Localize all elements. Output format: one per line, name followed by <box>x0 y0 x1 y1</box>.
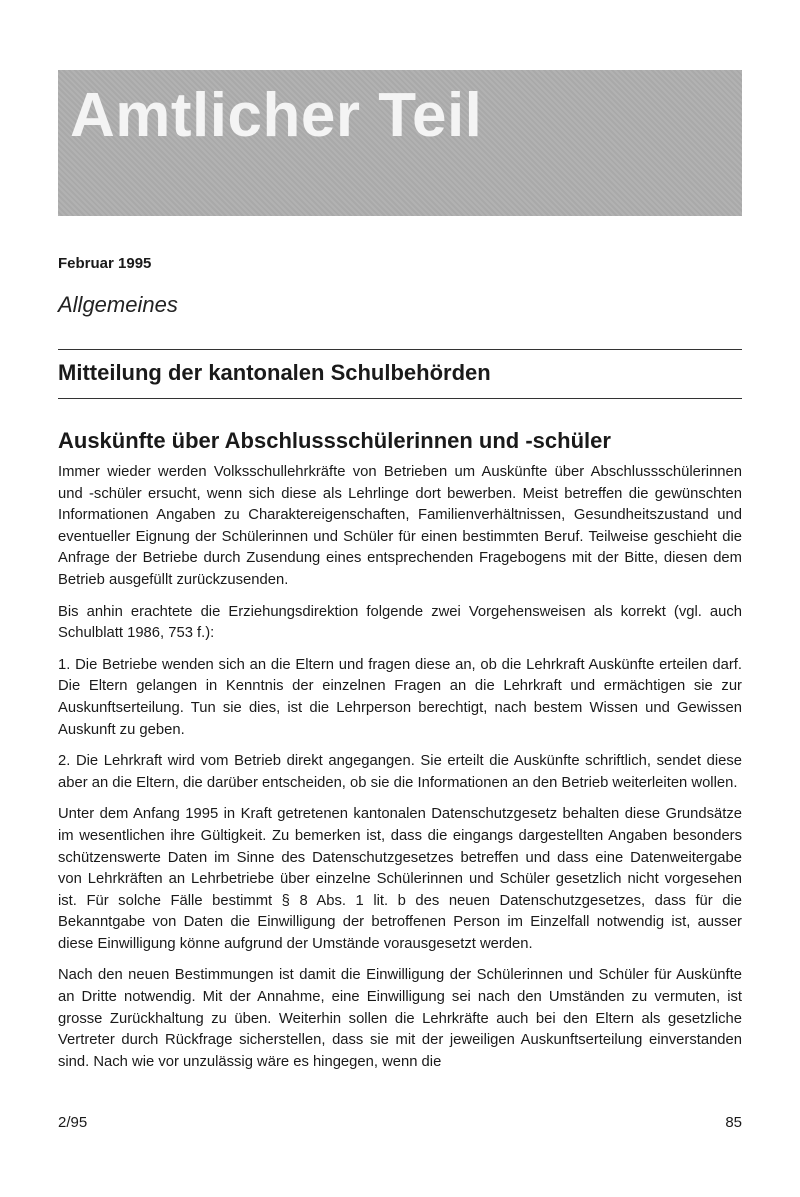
issue-number: 2/95 <box>58 1114 88 1131</box>
issue-date: Februar 1995 <box>58 255 152 272</box>
article-body <box>58 462 742 1083</box>
paragraph: Immer wieder werden Volksschullehrkräfte von Betrieben um Auskünfte über Abschlussschülerinnen und -schüler ersucht, wenn sich diese als Lehrlinge dort bewerben. Meist betreffen die gewünschten Informationen Angaben zu Charaktereigenschaften, Familienverhältnissen, Gesundheitszustand und eventueller Eignung der Schülerinnen und Schüler für einen bestimmten Beruf. Teilweise geschieht die Anfrage der Betriebe durch Zusendung eines entsprechenden Fragebogens mit der Bitte, diesen dem Betrieb ausgefüllt zurückzusenden. <box>58 464 742 588</box>
paragraph: Unter dem Anfang 1995 in Kraft getretenen kantonalen Datenschutzgesetz behalten diese Grundsätze im wesentlichen ihre Gültigkeit. Zu bemerken ist, dass die eingangs dargestellten Angaben besonders schützenswerte Daten im Sinne des Datenschutzgesetzes betreffen und dass eine Datenweitergabe von Lehrkräften an Lehrbetriebe über einzelne Schülerinnen und Schüler gesetzlich nicht vorgesehen ist. Für solche Fälle bestimmt § 8 Abs. 1 lit. b des neuen Datenschutzgesetzes, dass für die Bekanntgabe von Daten die Einwilligung der betroffenen Person im Einzelfall notwendig ist, ausser diese Einwilligung könne aufgrund der Umstände vorausgesetzt werden. <box>58 806 742 952</box>
bottom-divider <box>58 398 742 399</box>
section-label: Allgemeines <box>58 292 178 317</box>
page-number: 85 <box>725 1114 742 1131</box>
list-item: 2. Die Lehrkraft wird vom Betrieb direkt angegangen. Sie erteilt die Auskünfte schriftlich, sendet diese aber an die Eltern, die darüber entscheiden, ob sie die Informationen an den Betrieb weiterleiten wollen. <box>58 753 742 791</box>
banner-title: Amtlicher Teil <box>70 81 483 150</box>
article-title: Auskünfte über Abschlussschülerinnen und -schüler <box>58 428 611 453</box>
subheading: Mitteilung der kantonalen Schulbehörden <box>58 360 491 385</box>
section-banner <box>58 70 742 216</box>
paragraph: Bis anhin erachtete die Erziehungsdirektion folgende zwei Vorgehensweisen als korrekt (vgl. auch Schulblatt 1986, 753 f.): <box>58 603 742 642</box>
list-item: 1. Die Betriebe wenden sich an die Eltern und fragen diese an, ob die Lehrkraft Auskünfte erteilen darf. Die Eltern gelangen in Kenntnis der einzelnen Fragen an die Lehrkraft und ermächtigen sie zur Auskunftserteilung. Tun sie dies, ist die Lehrperson berechtigt, nach bestem Wissen und Gewissen Auskunft zu geben. <box>58 656 742 738</box>
paragraph: Nach den neuen Bestimmungen ist damit die Einwilligung der Schülerinnen und Schüler für Auskünfte an Dritte notwendig. Mit der Annahme, eine Einwilligung sei nach den Umständen zu vermuten, ist grosse Zurückhaltung zu üben. Weiterhin sollen die Lehrkräfte auch bei den Eltern als gesetzliche Vertreter durch Rückfrage sicherstellen, dass sie mit der jeweiligen Auskunftserteilung einverstanden sind. Nach wie vor unzulässig wäre es hingegen, wenn die <box>58 967 742 1070</box>
top-divider <box>58 349 742 350</box>
